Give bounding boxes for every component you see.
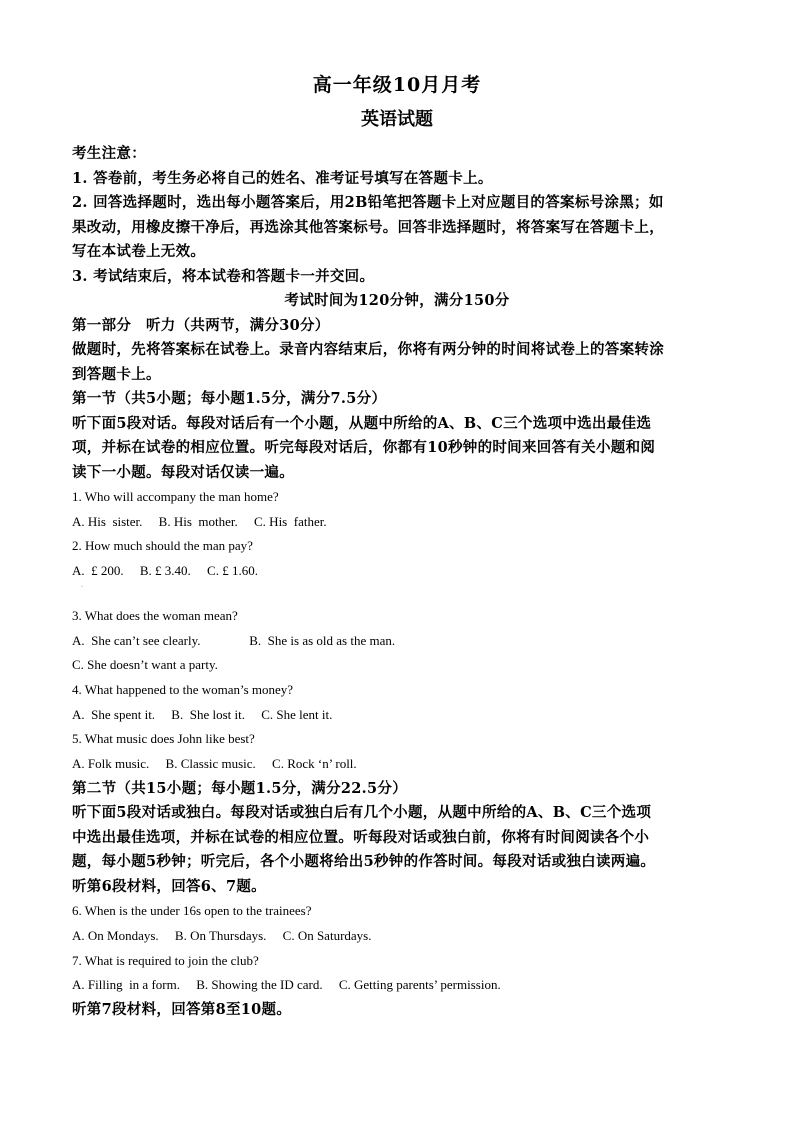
section2-instruction-line-1: 听下面5段对话或独白。每段对话或独白后有几个小题，从题中所给的A、B、C三个选项 [72,804,652,822]
notice-block [72,142,722,314]
part1-heading: 第一部分 听力（共两节，满分30分） [72,316,330,334]
question-2-options: A. £ 200. B. £ 3.40. C. £ 1.60. [72,563,258,579]
section2-heading: 第二节（共15小题；每小题1.5分，满分22.5分） [72,779,408,797]
exam-time-info: 考试时间为120分钟，满分150分 [284,292,510,309]
question-3: 3. What does the woman mean? [72,607,238,623]
section1-block [72,387,722,777]
spacer [72,590,722,604]
question-3-options-2: C. She doesn’t want a party. [72,657,218,673]
notice-item-2-line-2: 果改动，用橡皮擦干净后，再选涂其他答案标号。回答非选择题时，将答案写在答题卡上， [72,218,664,236]
question-4-options: A. She spent it. B. She lost it. C. She lent it. [72,706,333,722]
question-1: 1. Who will accompany the man home? [72,489,279,504]
section2-block [72,777,722,1023]
part1-block [72,314,722,388]
notice-heading: 考生注意： [72,145,146,162]
section1-heading: 第一节（共5小题；每小题1.5分，满分7.5分） [72,390,387,407]
exam-title: 高一年级10月月考 [312,74,482,96]
question-7: 7. What is required to join the club? [72,952,259,968]
notice-item-3: 3. 考试结束后，将本试卷和答题卡一并交回。 [72,267,375,285]
section1-instruction-line-3: 读下一小题。每段对话仅读一遍。 [72,463,294,481]
notice-item-1: 1. 答卷前，考生务必将自己的姓名、准考证号填写在答题卡上。 [72,169,493,187]
question-3-options: A. She can’t see clearly. B. She is as old as the man. [72,632,396,648]
section1-instruction-line-1: 听下面5段对话。每段对话后有一个小题，从题中所给的A、B、C三个选项中选出最佳选 [72,414,652,432]
question-4: 4. What happened to the woman’s money? [72,681,294,697]
section2-instruction-line-3: 题，每小题5秒钟；听完后，各个小题将给出5秒钟的作答时间。每段对话或独白读两遍。 [72,853,656,871]
material-7-heading: 听第7段材料，回答第8至10题。 [72,1001,292,1019]
question-1-options: A. His sister. B. His mother. C. His father. [72,513,327,529]
stray-mark: · [81,583,83,590]
question-6: 6. When is the under 16s open to the trainees? [72,903,312,919]
section1-instruction-line-2: 项，并标在试卷的相应位置。听完每段对话后，你都有10秒钟的时间来回答有关小题和阅 [72,439,656,456]
exam-page [72,68,722,1023]
notice-item-2-line-3: 写在本试卷上无效。 [72,243,206,260]
notice-item-2-line-1: 2. 回答选择题时，选出每小题答案后，用2B铅笔把答题卡上对应题目的答案标号涂黑；如 [72,194,664,211]
question-5-options: A. Folk music. B. Classic music. C. Rock ‘n’ roll. [72,756,357,772]
part1-instruction-line-1: 做题时，先将答案标在试卷上。录音内容结束后，你将有两分钟的时间将试卷上的答案转涂 [72,341,664,358]
question-7-options: A. Filling in a form. B. Showing the ID card. C. Getting parents’ permission. [72,977,501,993]
part1-instruction-line-2: 到答题卡上。 [72,365,161,383]
material-6-heading: 听第6段材料，回答6、7题。 [72,877,266,895]
section2-instruction-line-2: 中选出最佳选项，并标在试卷的相应位置。听每段对话或独白前，你将有时间阅读各个小 [72,828,650,846]
question-6-options: A. On Mondays. B. On Thursdays. C. On Saturdays. [72,927,372,943]
exam-subtitle: 英语试题 [361,109,433,130]
question-5: 5. What music does John like best? [72,731,255,747]
question-2: 2. How much should the man pay? [72,538,253,554]
